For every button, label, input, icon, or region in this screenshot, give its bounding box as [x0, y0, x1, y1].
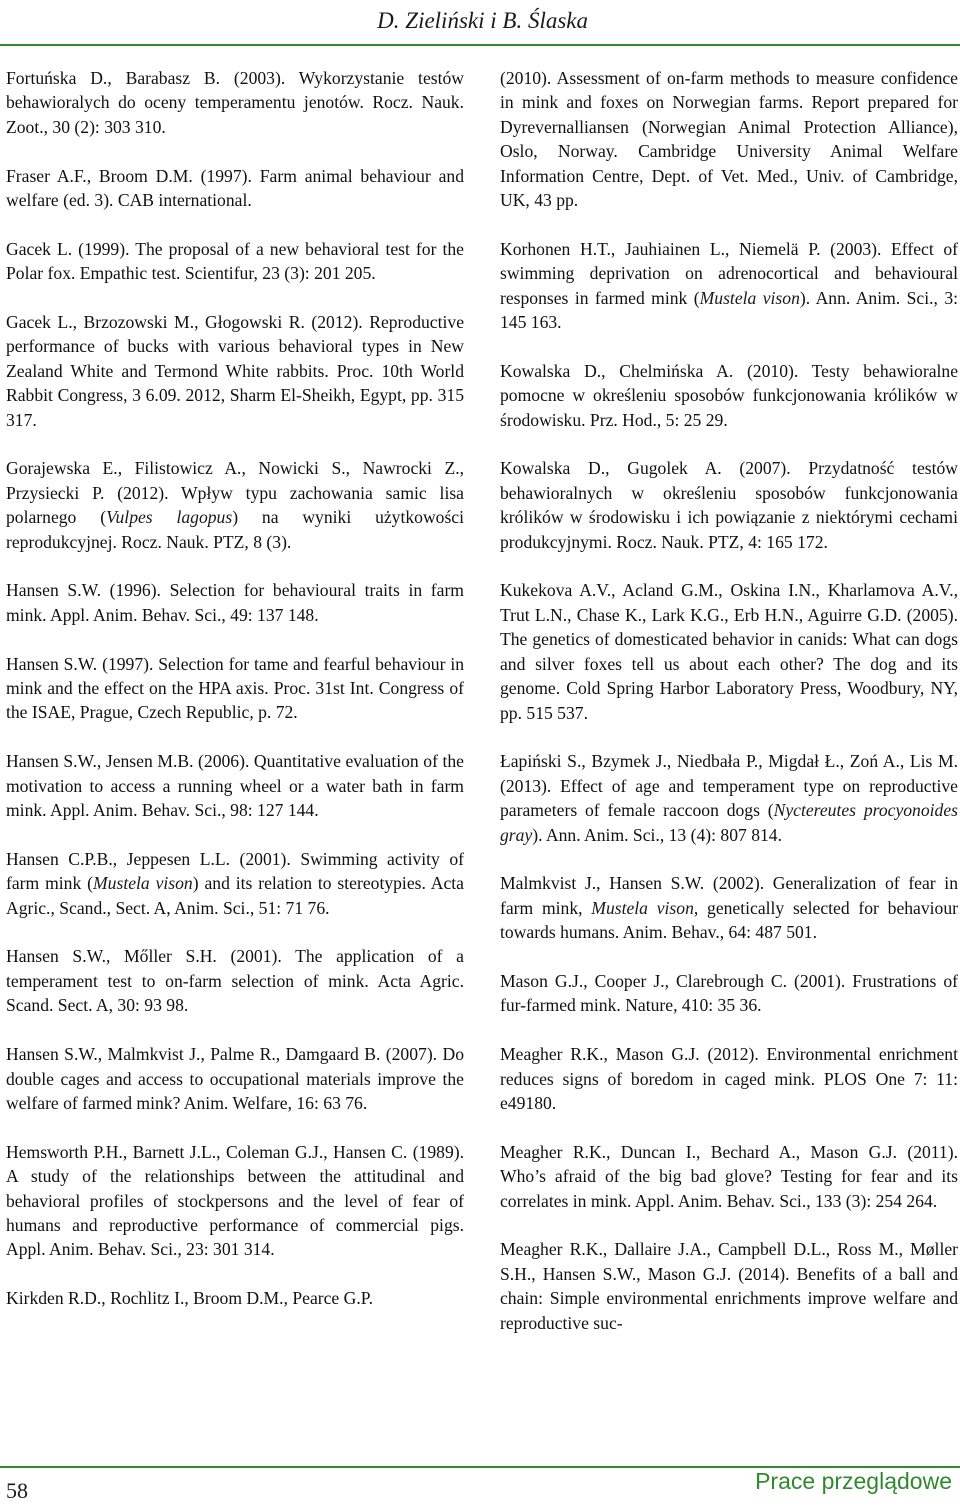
reference-text: Kukekova A.V., Acland G.M., Oskina I.N., Kharlamova A.V., Trut L.N., Chase K., Lark K.G., Erb H.N., Aguirre G.D. (2005). The genetics of domesticated behavior in canids: What can dogs and silver foxes tell us about each other? The dog and its genome. Cold Spring Harbor Laboratory Press, Woodbury, NY, pp. 515 537. [500, 580, 958, 723]
reference-entry [500, 749, 958, 847]
reference-text: Meagher R.K., Dallaire J.A., Campbell D.L., Ross M., Møller S.H., Hansen S.W., Mason G.J. (2014). Benefits of a ball and chain: Simple environmental enrichments improve welfare and reproductive suc- [500, 1239, 958, 1333]
reference-entry [6, 456, 464, 554]
reference-text: Meagher R.K., Duncan I., Bechard A., Mason G.J. (2011). Who’s afraid of the big bad glove? Testing for fear and its correlates in mink. Appl. Anim. Behav. Sci., 133 (3): 254 264. [500, 1141, 958, 1211]
reference-text: Meagher R.K., Mason G.J. (2012). Environmental enrichment reduces signs of boredom in caged mink. PLOS One 7: 11: e49180. [500, 1044, 958, 1113]
reference-entry [6, 578, 464, 627]
reference-text: Łapiński S., Bzymek J., Niedbała P., Migdał Ł., Zoń A., Lis M. (2013). Effect of age and temperament type on reproductive parameters of female raccoon dogs ( [500, 751, 958, 821]
reference-text: Hansen C.P.B., Jeppesen L.L. (2001). Swimming activity of farm mink ( [6, 848, 464, 894]
reference-text-tail: ). Ann. Anim. Sci., 13 (4): 807 814. [532, 824, 782, 845]
reference-text: Hansen S.W., Malmkvist J., Palme R., Damgaard B. (2007). Do double cages and access to occupational materials improve the welfare of farmed mink? Anim. Welfare, 16: 63 76. [6, 1044, 464, 1113]
reference-entry [6, 66, 464, 139]
reference-entry [6, 1042, 464, 1115]
reference-text: Mason G.J., Cooper J., Clarebrough C. (2001). Frustrations of fur-farmed mink. Nature, 410: 35 36. [500, 970, 958, 1016]
reference-text: Hemsworth P.H., Barnett J.L., Coleman G.J., Hansen C. (1989). A study of the relationships between the attitudinal and behavioral profiles of stockpersons and the level of fear of humans and reproductive performance of commercial pigs. Appl. Anim. Behav. Sci., 23: 301 314. [6, 1141, 464, 1260]
reference-text: (2010). Assessment of on-farm methods to measure confidence in mink and foxes on Norwegian farms. Report prepared for Dyrevernalliansen (Norwegian Animal Protection Alliance), Oslo, Norway. Cambridge University Animal Welfare Information Centre, Dept. of Vet. Med., Univ. of Cambridge, UK, 43 pp. [500, 68, 958, 211]
reference-text: Hansen S.W. (1997). Selection for tame and fearful behaviour in mink and the effect on the HPA axis. Proc. 31st Int. Congress of the ISAE, Prague, Czech Republic, p. 72. [6, 653, 464, 723]
reference-italic-species: Mustela vison [699, 287, 800, 308]
reference-entry [6, 1286, 464, 1310]
header-divider [0, 44, 960, 46]
reference-italic-species: Nyctereutes procyonoides gray [500, 800, 958, 845]
reference-entry [6, 749, 464, 822]
references-left-column [6, 66, 464, 1311]
reference-entry [6, 652, 464, 725]
reference-text: Malmkvist J., Hansen S.W. (2002). Generalization of fear in farm mink, [500, 873, 958, 918]
reference-entry [6, 310, 464, 432]
reference-text-tail: ). Ann. Anim. Sci., 3: 145 163. [500, 287, 959, 333]
reference-text-tail: ) na wyniki użytkowości reprodukcyjnej. Rocz. Nauk. PTZ, 8 (3). [6, 507, 464, 552]
reference-text: Fraser A.F., Broom D.M. (1997). Farm animal behaviour and welfare (ed. 3). CAB international. [6, 165, 464, 211]
reference-text: Kowalska D., Gugolek A. (2007). Przydatność testów behawioralnych w określeniu sposobów funkcjonowania królików w środowisku i ich powiązanie z niektórymi cechami produkcyjnymi. Rocz. Nauk. PTZ, 4: 165 172. [500, 458, 958, 552]
reference-italic-species: Mustela vison [591, 897, 694, 918]
reference-entry [500, 871, 958, 944]
reference-italic-species: Vulpes lagopus [106, 507, 233, 528]
reference-text: Kowalska D., Chelmińska A. (2010). Testy behawioralne pomocne w określeniu sposobów funkcjonowania królików w środowisku. Prz. Hod., 5: 25 29. [500, 360, 958, 430]
reference-text-tail: ) and its relation to stereotypies. Acta Agric., Scand., Sect. A, Anim. Sci., 51: 71 76. [6, 873, 464, 918]
reference-entry [500, 456, 958, 554]
reference-text: Kirkden R.D., Rochlitz I., Broom D.M., Pearce G.P. [6, 1288, 373, 1309]
reference-entry [500, 359, 958, 432]
running-header-author: D. Zieliński i B. Ślaska [377, 8, 588, 33]
reference-text: Hansen S.W., Jensen M.B. (2006). Quantitative evaluation of the motivation to access a running wheel or a water bath in farm mink. Appl. Anim. Behav. Sci., 98: 127 144. [6, 751, 464, 821]
section-label: Prace przeglądowe [755, 1468, 952, 1494]
reference-entry [500, 1042, 958, 1115]
reference-entry [500, 578, 958, 724]
references-right-column [500, 66, 958, 1335]
page-number: 58 [6, 1478, 28, 1503]
reference-entry [500, 969, 958, 1018]
reference-text: Gacek L., Brzozowski M., Głogowski R. (2012). Reproductive performance of bucks with various behavioral types in New Zealand White and Termond White rabbits. Proc. 10th World Rabbit Congress, 3 6.09. 2012, Sharm El-Sheikh, Egypt, pp. 315 317. [6, 312, 464, 430]
reference-text: Korhonen H.T., Jauhiainen L., Niemelä P. (2003). Effect of swimming deprivation on adrenocortical and behavioural responses in farmed mink ( [500, 238, 958, 308]
reference-text: Hansen S.W., Mőller S.H. (2001). The application of a temperament test to on-farm selection of mink. Acta Agric. Scand. Sect. A, 30: 93 98. [6, 946, 464, 1016]
reference-text: Hansen S.W. (1996). Selection for behavioural traits in farm mink. Appl. Anim. Behav. Sci., 49: 137 148. [6, 580, 464, 625]
reference-italic-species: Mustela vison [93, 873, 193, 894]
reference-entry [6, 944, 464, 1017]
reference-text-tail: , genetically selected for behaviour towards humans. Anim. Behav., 64: 487 501. [500, 897, 958, 943]
reference-entry [6, 237, 464, 286]
reference-text: Gacek L. (1999). The proposal of a new behavioral test for the Polar fox. Empathic test. Scientifur, 23 (3): 201 205. [6, 238, 464, 284]
reference-entry [500, 1237, 958, 1335]
reference-text: Gorajewska E., Filistowicz A., Nowicki S., Nawrocki Z., Przysiecki P. (2012). Wpływ typu zachowania samic lisa polarnego ( [6, 458, 464, 528]
reference-entry [500, 1140, 958, 1213]
reference-entry [500, 237, 958, 335]
reference-entry [500, 66, 958, 212]
reference-entry [6, 164, 464, 213]
reference-entry [6, 1140, 464, 1262]
reference-text: Fortuńska D., Barabasz B. (2003). Wykorzystanie testów behawioralych do oceny temperamentu jenotów. Rocz. Nauk. Zoot., 30 (2): 303 310. [6, 68, 464, 137]
reference-entry [6, 847, 464, 920]
